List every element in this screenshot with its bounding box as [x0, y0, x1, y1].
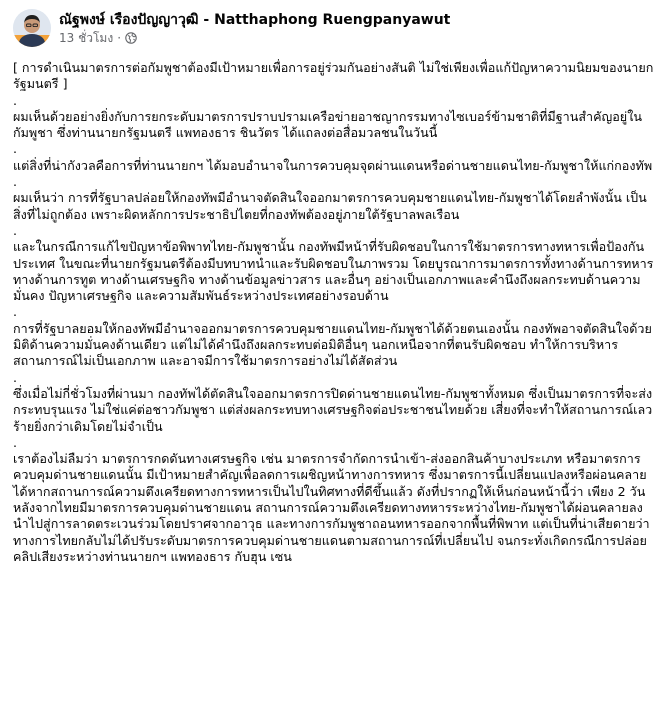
- post-paragraph: ผมเห็นด้วยอย่างยิ่งกับการยกระดับมาตรการปราบปรามเครือข่ายอาชญากรรมทางไซเบอร์ข้ามชาติที่มีฐานสำคัญอยู่ในกัมพูชา ซึ่งท่านนายกรัฐมนตรี แพทองธาร ชินวัตร ได้แถลงต่อสื่อมวลชนในวันนี้: [13, 108, 642, 141]
- post-header: [10, 6, 661, 50]
- post-time[interactable]: 13 ชั่วโมง: [59, 30, 114, 45]
- paragraph-separator: .: [13, 369, 18, 385]
- post-paragraph: เราต้องไม่ลืมว่า มาตรการกดดันทางเศรษฐกิจ เช่น มาตรการจำกัดการนำเข้า-ส่งออกสินค้าบางประเภท หรือมาตรการควบคุมด่านชายแดนนั้น มีเป้าหมายสำคัญเพื่อลดการเผชิญหน้าทางการทหาร ซึ่งมาตรการนี้เปลี่ยนแปลงหรือผ่อนคลายได้หากสถานการณ์ความตึงเครียดทางการทหารเป็นไปในทิศทางที่ดีขึ้นแล้ว ดังที่ปรากฏให้เห็นก่อนหน้านี้ว่า เพียง 2 วันหลังจากไทยมีมาตรการควบคุมด่านชายแดน สถานการณ์ความตึงเครียดทางทหารระหว่างไทย-กัมพูชาได้ผ่อนคลายลง นำไปสู่การลาดตระเวนร่วมโดยปราศจากอาวุธ และทางการกัมพูชาถอนทหารออกจากพื้นที่พิพาท แต่เป็นที่น่าเสียดายว่า ทางการไทยกลับไม่ได้ปรับระดับมาตรการควบคุมด่านชายแดนตามสถานการณ์ที่เปลี่ยนไป จนกระทั่งเกิดกรณีการปล่อยคลิปเสียงระหว่างท่านนายกฯ แพทองธาร กับฮุน เซน: [13, 451, 650, 564]
- post-subline: [59, 30, 450, 46]
- globe-icon[interactable]: [125, 32, 137, 44]
- post-meta: [59, 11, 450, 46]
- post-heading: [ การดำเนินมาตรการต่อกัมพูชาต้องมีเป้าหมายเพื่อการอยู่ร่วมกันอย่างสันติ ไม่ใช่เพียงเพื่อแก้ปัญหาความนิยมของนายกรัฐมนตรี ]: [13, 60, 654, 92]
- paragraph-separator: .: [13, 434, 18, 450]
- paragraph-separator: .: [13, 222, 18, 238]
- post-paragraph: การที่รัฐบาลยอมให้กองทัพมีอำนาจออกมาตรการควบคุมชายแดนไทย-กัมพูชาได้ด้วยตนเองนั้น กองทัพอาจตัดสินใจด้วยมิติด้านความมั่นคงด้านเดียว แต่ไม่ได้คำนึงถึงผลกระทบต่อมิติอื่นๆ นอกเหนือจากที่ตนรับผิดชอบ ทำให้การบริหารสถานการณ์ไม่เป็นเอกภาพ และอาจมีการใช้มาตรการอย่างไม่ได้สัดส่วน: [13, 320, 652, 369]
- paragraph-separator: .: [13, 304, 18, 320]
- post-paragraph: และในกรณีการแก้ไขปัญหาข้อพิพาทไทย-กัมพูชานั้น กองทัพมีหน้าที่รับผิดชอบในการใช้มาตรการทางทหารเพื่อป้องกันประเทศ ในขณะที่นายกรัฐมนตรีต้องมีบทบาทนำและรับผิดชอบในภาพรวม โดยบูรณาการมาตรการทั้งทางด้านการทหาร ทางด้านการทูต ทางด้านเศรษฐกิจ ทางด้านข้อมูลข่าวสาร และอื่นๆ อย่างเป็นเอกภาพและคำนึงถึงผลกระทบด้านความมั่นคง ปัญหาเศรษฐกิจ และความสัมพันธ์ระหว่างประเทศอย่างรอบด้าน: [13, 239, 654, 304]
- post-body: [10, 60, 661, 565]
- post-paragraph: ซึ่งเมื่อไม่กี่ชั่วโมงที่ผ่านมา กองทัพได้ตัดสินใจออกมาตรการปิดด่านชายแดนไทย-กัมพูชาทั้งหมด ซึ่งเป็นมาตรการที่จะส่งกระทบรุนแรง ไม่ใช่แค่ต่อชาวกัมพูชา แต่ส่งผลกระทบทางเศรษฐกิจต่อประชาชนไทยด้วย เสี่ยงที่จะทำให้สถานการณ์เลวร้ายยิ่งกว่าเดิมโดยไม่จำเป็น: [13, 385, 653, 434]
- paragraph-separator: .: [13, 92, 18, 108]
- author-name[interactable]: ณัฐพงษ์ เรืองปัญญาวุฒิ - Natthaphong Ruengpanyawut: [59, 11, 451, 28]
- avatar-image: [13, 9, 51, 47]
- post-paragraph: แต่สิ่งที่น่ากังวลคือการที่ท่านนายกฯ ได้มอบอำนาจในการควบคุมจุดผ่านแดนหรือด่านชายแดนไทย-กัมพูชาให้แก่กองทัพ: [13, 157, 653, 173]
- paragraph-separator: .: [13, 141, 18, 157]
- paragraph-separator: .: [13, 174, 18, 190]
- author-avatar[interactable]: [13, 9, 51, 47]
- separator-dot: ·: [117, 30, 122, 45]
- post-paragraph: ผมเห็นว่า การที่รัฐบาลปล่อยให้กองทัพมีอำนาจตัดสินใจออกมาตรการควบคุมชายแดนไทย-กัมพูชาได้โดยลำพังนั้น เป็นสิ่งที่ไม่ถูกต้อง เพราะผิดหลักการประชาธิปไตยที่กองทัพต้องอยู่ภายใต้รัฐบาลพลเรือน: [13, 190, 647, 222]
